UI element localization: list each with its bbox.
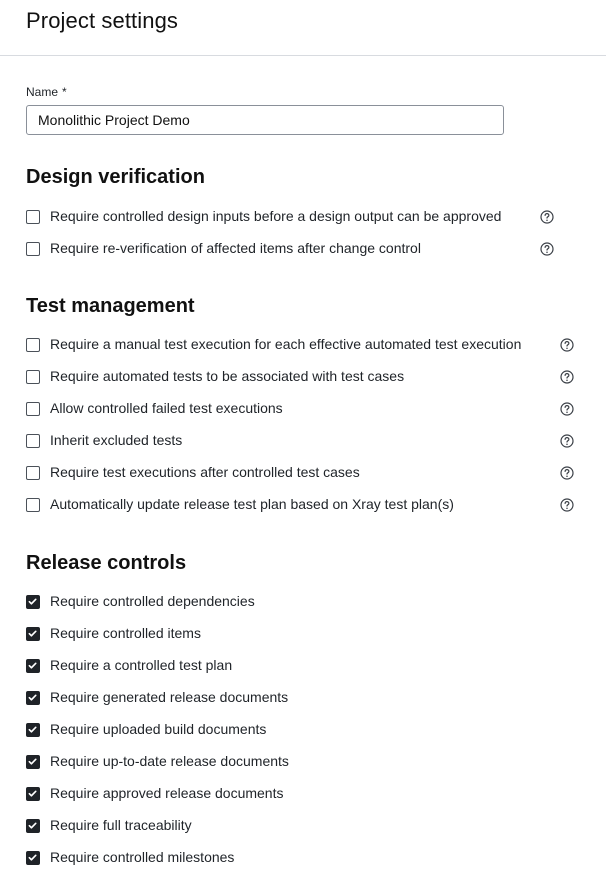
option-release-controls-2[interactable] bbox=[26, 624, 586, 644]
checkbox-checked[interactable] bbox=[26, 723, 40, 737]
option-test-management-6[interactable] bbox=[26, 495, 586, 515]
name-label-text: Name bbox=[26, 85, 59, 99]
checkbox-unchecked[interactable] bbox=[26, 498, 40, 512]
option-label: Require up-to-date release documents bbox=[50, 753, 289, 769]
option-label: Allow controlled failed test executions bbox=[50, 400, 283, 416]
checkbox-unchecked[interactable] bbox=[26, 402, 40, 416]
option-label: Require a controlled test plan bbox=[50, 657, 233, 673]
page-title: Project settings bbox=[26, 8, 179, 33]
option-label: Require controlled dependencies bbox=[50, 593, 255, 609]
option-design-verification-1[interactable] bbox=[26, 207, 586, 227]
checkbox-checked[interactable] bbox=[26, 627, 40, 641]
option-label: Require controlled items bbox=[50, 625, 201, 641]
option-test-management-2[interactable] bbox=[26, 367, 586, 387]
option-label: Require approved release documents bbox=[50, 785, 284, 801]
option-release-controls-3[interactable] bbox=[26, 656, 586, 676]
option-release-controls-6[interactable] bbox=[26, 752, 586, 772]
page-header bbox=[0, 0, 606, 56]
option-label: Require automated tests to be associated with test cases bbox=[50, 368, 405, 384]
help-circle-icon[interactable] bbox=[560, 498, 574, 512]
checkbox-unchecked[interactable] bbox=[26, 210, 40, 224]
option-design-verification-2[interactable] bbox=[26, 239, 586, 259]
option-label: Require controlled design inputs before a design output can be approved bbox=[50, 208, 502, 224]
checkbox-checked[interactable] bbox=[26, 787, 40, 801]
option-label: Require a manual test execution for each effective automated test execution bbox=[50, 336, 522, 352]
option-label: Require generated release documents bbox=[50, 689, 289, 705]
section-title-release-controls: Release controls bbox=[26, 552, 187, 574]
required-asterisk: * bbox=[62, 85, 67, 99]
help-circle-icon[interactable] bbox=[560, 466, 574, 480]
option-test-management-1[interactable] bbox=[26, 335, 586, 355]
option-test-management-3[interactable] bbox=[26, 399, 586, 419]
option-release-controls-4[interactable] bbox=[26, 688, 586, 708]
section-title-test-management: Test management bbox=[26, 295, 195, 317]
option-release-controls-9[interactable] bbox=[26, 848, 586, 868]
checkbox-checked[interactable] bbox=[26, 755, 40, 769]
checkbox-unchecked[interactable] bbox=[26, 242, 40, 256]
checkbox-unchecked[interactable] bbox=[26, 338, 40, 352]
option-test-management-5[interactable] bbox=[26, 463, 586, 483]
help-circle-icon[interactable] bbox=[560, 370, 574, 384]
checkbox-checked[interactable] bbox=[26, 851, 40, 865]
option-release-controls-7[interactable] bbox=[26, 784, 586, 804]
section-title-design-verification: Design verification bbox=[26, 166, 205, 188]
help-circle-icon[interactable] bbox=[560, 434, 574, 448]
checkbox-unchecked[interactable] bbox=[26, 466, 40, 480]
option-release-controls-1[interactable] bbox=[26, 592, 586, 612]
option-release-controls-8[interactable] bbox=[26, 816, 586, 836]
option-release-controls-5[interactable] bbox=[26, 720, 586, 740]
help-circle-icon[interactable] bbox=[560, 338, 574, 352]
option-label: Require controlled milestones bbox=[50, 849, 235, 865]
name-field-label bbox=[26, 85, 67, 99]
help-circle-icon[interactable] bbox=[540, 242, 554, 256]
option-label: Inherit excluded tests bbox=[50, 432, 183, 448]
checkbox-checked[interactable] bbox=[26, 659, 40, 673]
checkbox-checked[interactable] bbox=[26, 691, 40, 705]
checkbox-checked[interactable] bbox=[26, 819, 40, 833]
option-test-management-4[interactable] bbox=[26, 431, 586, 451]
option-label: Require re-verification of affected items after change control bbox=[50, 240, 421, 256]
option-label: Require full traceability bbox=[50, 817, 192, 833]
checkbox-unchecked[interactable] bbox=[26, 434, 40, 448]
option-label: Require test executions after controlled test cases bbox=[50, 464, 360, 480]
option-label: Require uploaded build documents bbox=[50, 721, 267, 737]
name-input[interactable] bbox=[26, 105, 504, 135]
help-circle-icon[interactable] bbox=[560, 402, 574, 416]
checkbox-unchecked[interactable] bbox=[26, 370, 40, 384]
help-circle-icon[interactable] bbox=[540, 210, 554, 224]
checkbox-checked[interactable] bbox=[26, 595, 40, 609]
option-label: Automatically update release test plan based on Xray test plan(s) bbox=[50, 496, 454, 512]
